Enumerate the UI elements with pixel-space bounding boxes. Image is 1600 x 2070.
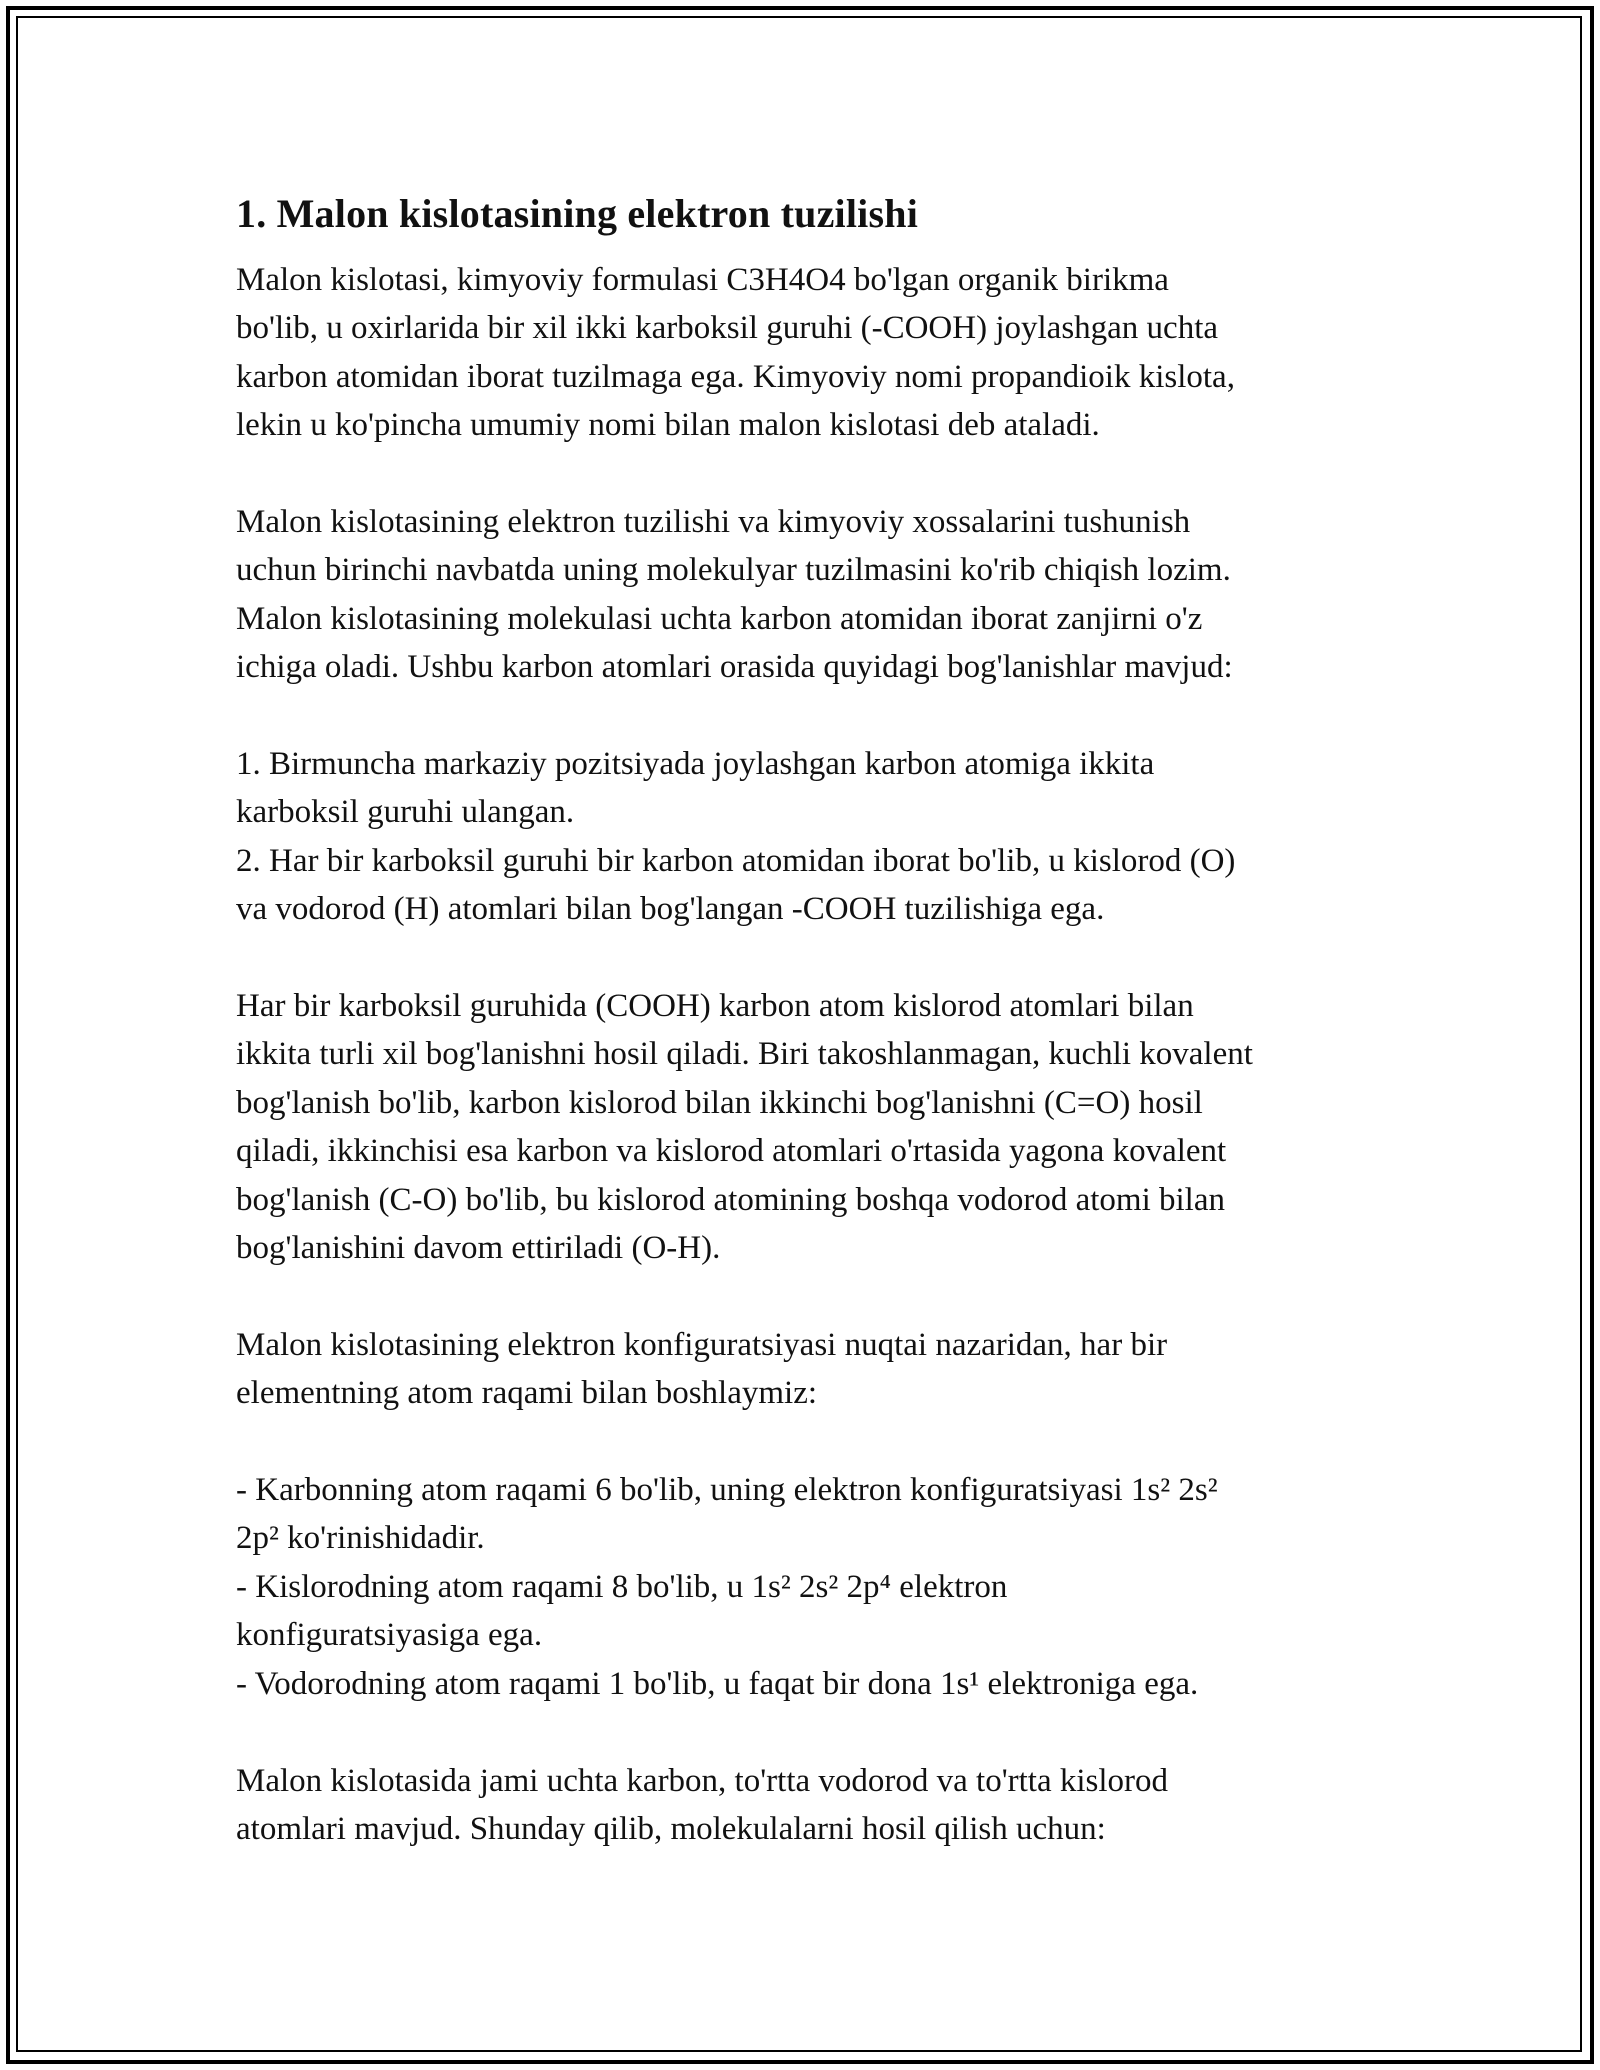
paragraph-list — [236, 256, 1366, 1853]
text-line: atomlari mavjud. Shunday qilib, molekulalarni hosil qilish uchun: — [236, 1810, 1106, 1847]
text-line: Malon kislotasida jami uchta karbon, to'rtta vodorod va to'rtta kislorod — [236, 1762, 1169, 1799]
text-line: 1. Birmuncha markaziy pozitsiyada joylashgan karbon atomiga ikkita — [236, 746, 1155, 783]
text-line: bo'lib, u oxirlarida bir xil ikki karboksil guruhi (-COOH) joylashgan uchta — [236, 310, 1219, 347]
text-line: - Karbonning atom raqami 6 bo'lib, uning elektron konfiguratsiyasi 1s² 2s² — [236, 1472, 1218, 1509]
text-line: va vodorod (H) atomlari bilan bog'langan -COOH tuzilishiga ega. — [236, 891, 1105, 928]
document-body — [236, 186, 1366, 1853]
text-line: 2p² ko'rinishidadir. — [236, 1520, 485, 1557]
text-line: Malon kislotasining elektron konfiguratsiyasi nuqtai nazaridan, har bir — [236, 1326, 1168, 1363]
paragraph — [236, 740, 1366, 934]
text-line: karbon atomidan iborat tuzilmaga ega. Kimyoviy nomi propandioik kislota, — [236, 358, 1235, 395]
paragraph — [236, 1757, 1366, 1854]
paragraph — [236, 498, 1366, 692]
text-line: bog'lanish bo'lib, karbon kislorod bilan ikkinchi bog'lanishni (C=O) hosil — [236, 1084, 1203, 1121]
section-heading: 1. Malon kislotasining elektron tuzilishi — [236, 191, 919, 236]
paragraph-spacer — [236, 692, 1366, 740]
text-line: 2. Har bir karboksil guruhi bir karbon atomidan iborat bo'lib, u kislorod (O) — [236, 842, 1236, 879]
text-line: bog'lanishini davom ettiriladi (O-H). — [236, 1230, 721, 1267]
text-line: uchun birinchi navbatda uning molekulyar tuzilmasini ko'rib chiqish lozim. — [236, 552, 1231, 589]
text-line: - Kislorodning atom raqami 8 bo'lib, u 1s² 2s² 2p⁴ elektron — [236, 1568, 1008, 1605]
text-line: - Vodorodning atom raqami 1 bo'lib, u faqat bir dona 1s¹ elektroniga ega. — [236, 1665, 1199, 1702]
paragraph — [236, 1321, 1366, 1418]
text-line: Malon kislotasi, kimyoviy formulasi C3H4O4 bo'lgan organik birikma — [236, 262, 1169, 298]
paragraph — [236, 982, 1366, 1272]
text-line: bog'lanish (C-O) bo'lib, bu kislorod atomining boshqa vodorod atomi bilan — [236, 1181, 1225, 1218]
paragraph-spacer — [236, 1272, 1366, 1320]
text-line: Har bir karboksil guruhida (COOH) karbon atom kislorod atomlari bilan — [236, 988, 1194, 1025]
text-line: elementning atom raqami bilan boshlaymiz: — [236, 1375, 818, 1412]
text-line: konfiguratsiyasiga ega. — [236, 1617, 543, 1654]
text-line: lekin u ko'pincha umumiy nomi bilan malon kislotasi deb ataladi. — [236, 407, 1100, 444]
text-line: ikkita turli xil bog'lanishni hosil qiladi. Biri takoshlanmagan, kuchli kovalent — [236, 1036, 1253, 1073]
paragraph-spacer — [236, 1418, 1366, 1466]
text-line: ichiga oladi. Ushbu karbon atomlari orasida quyidagi bog'lanishlar mavjud: — [236, 649, 1233, 686]
paragraph-spacer — [236, 1708, 1366, 1756]
text-line: qiladi, ikkinchisi esa karbon va kislorod atomlari o'rtasida yagona kovalent — [236, 1133, 1227, 1170]
text-line: Malon kislotasining elektron tuzilishi va kimyoviy xossalarini tushunish — [236, 504, 1191, 541]
text-line: Malon kislotasining molekulasi uchta karbon atomidan iborat zanjirni o'z — [236, 600, 1203, 637]
paragraph — [236, 1466, 1366, 1708]
paragraph — [236, 256, 1366, 450]
text-line: karboksil guruhi ulangan. — [236, 794, 575, 831]
paragraph-spacer — [236, 934, 1366, 982]
paragraph-spacer — [236, 450, 1366, 498]
